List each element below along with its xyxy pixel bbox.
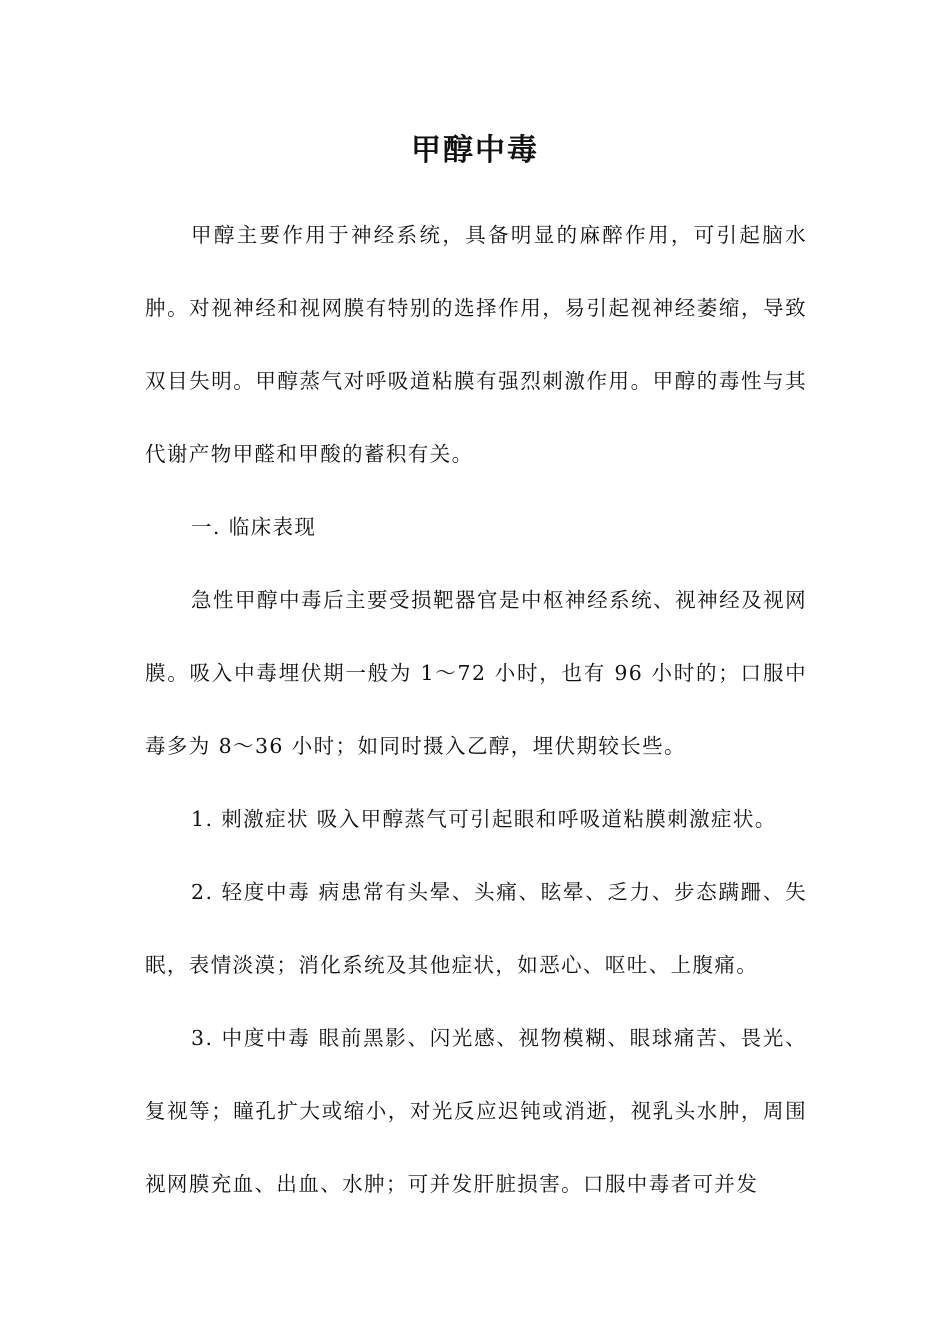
paragraph-acute-poisoning: 急性甲醇中毒后主要受损靶器官是中枢神经系统、视神经及视网膜。吸入中毒埋伏期一般为 1～72 小时，也有 96 小时的；口服中毒多为 8～36 小时；如同时摄入乙醇，埋伏期较长些。 <box>145 588 807 758</box>
paragraph-moderate-poisoning: 3. 中度中毒 眼前黑影、闪光感、视物模糊、眼球痛苦、畏光、复视等；瞳孔扩大或缩小，对光反应迟钝或消逝，视乳头水肿，周围视网膜充血、出血、水肿；可并发肝脏损害。口服中毒者可并发 <box>145 1026 807 1196</box>
paragraph-mild-poisoning: 2. 轻度中毒 病患常有头晕、头痛、眩晕、乏力、步态蹒跚、失眠，表情淡漠；消化系统及其他症状，如恶心、呕吐、上腹痛。 <box>145 880 807 977</box>
paragraph-intro: 甲醇主要作用于神经系统，具备明显的麻醉作用，可引起脑水肿。对视神经和视网膜有特别的选择作用，易引起视神经萎缩，导致双目失明。甲醇蒸气对呼吸道粘膜有强烈刺激作用。甲醇的毒性与其代谢产物甲醛和甲酸的蓄积有关。 <box>145 223 807 466</box>
paragraph-irritation-symptoms: 1. 刺激症状 吸入甲醇蒸气可引起眼和呼吸道粘膜刺激症状。 <box>191 807 777 831</box>
document-body <box>145 199 807 1221</box>
document-title: 甲醇中毒 <box>411 133 539 168</box>
section-heading-clinical: 一. 临床表现 <box>191 515 317 539</box>
